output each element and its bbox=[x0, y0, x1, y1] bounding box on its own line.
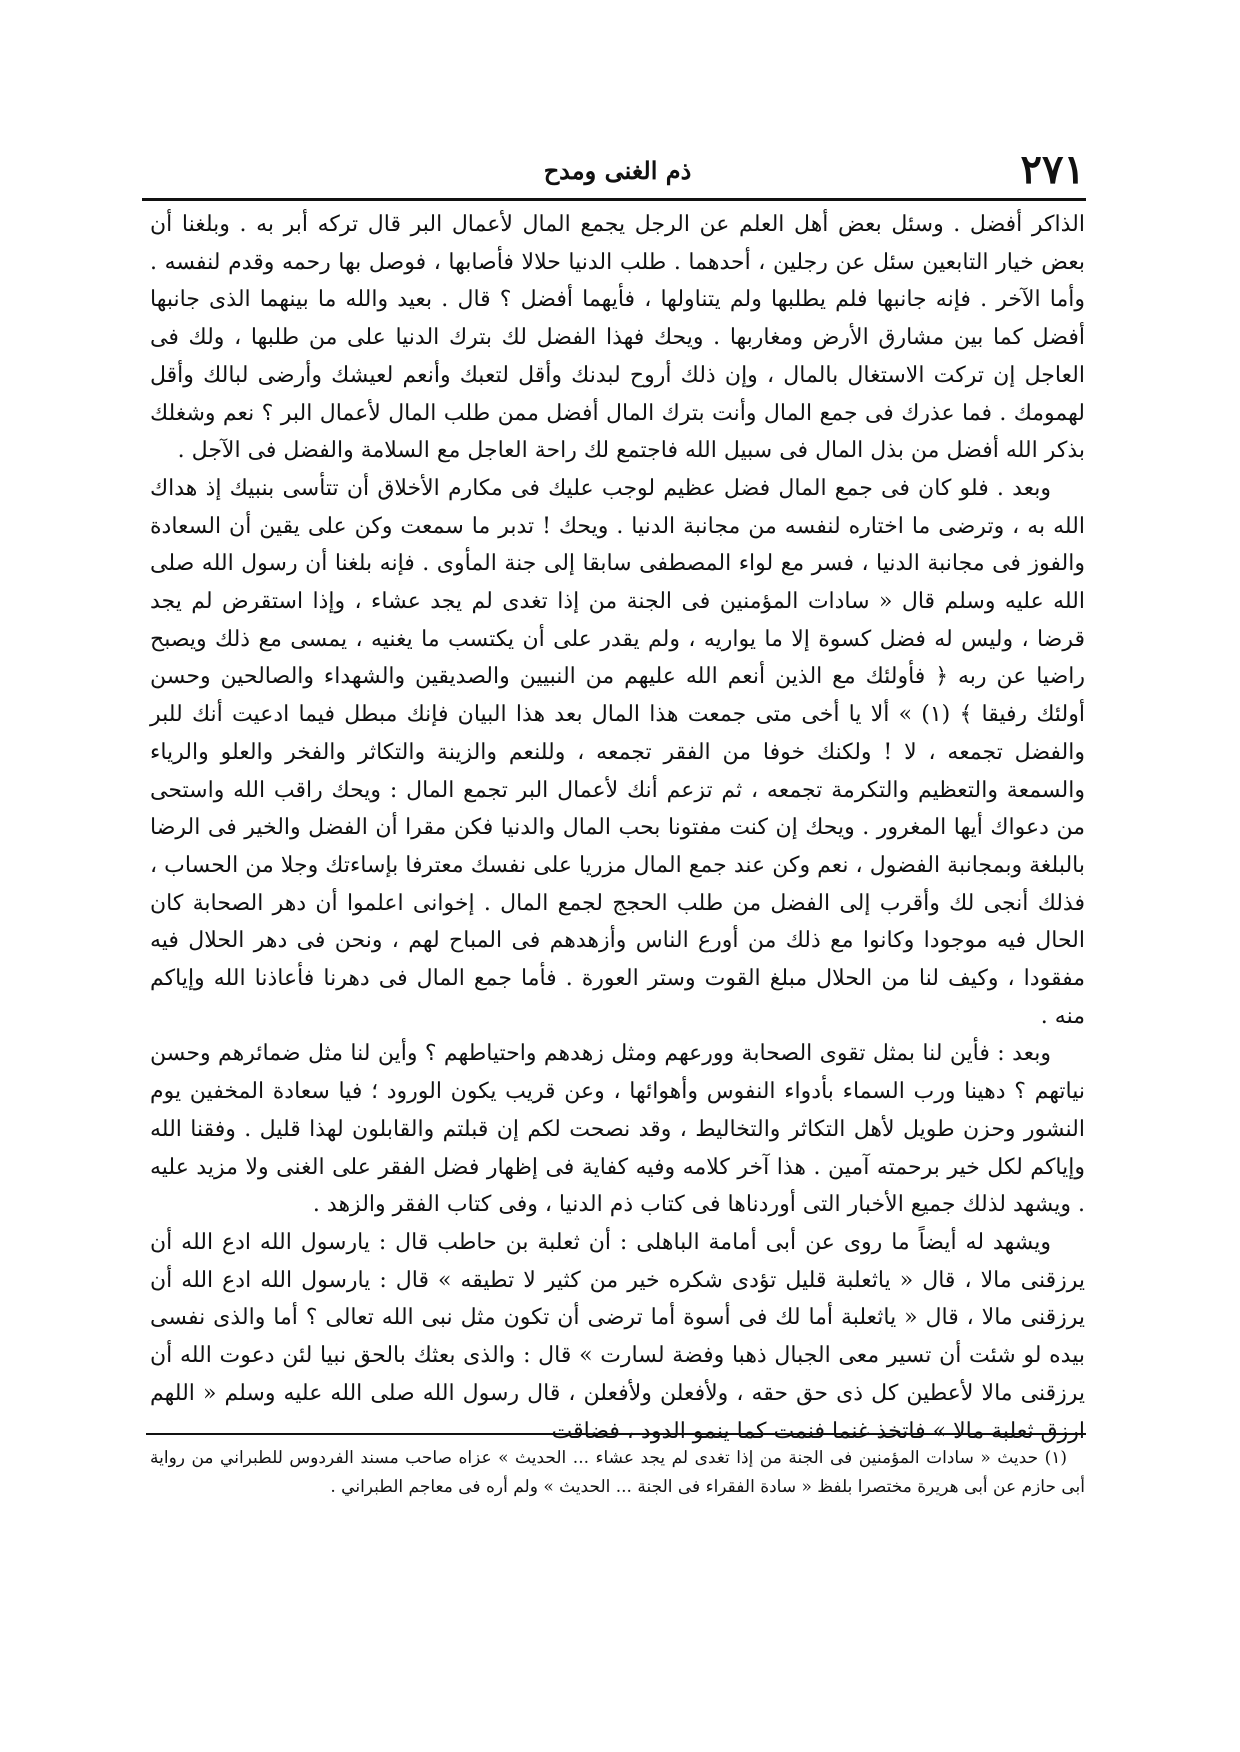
header-rule bbox=[142, 198, 1086, 201]
paragraph: ويشهد له أيضاً ما روى عن أبى أمامة الباهلى : أن ثعلبة بن حاطب قال : يارسول الله ادع الله أن يرزقنى مالا ، قال « ياثعلبة قليل تؤدى شكره خير من كثير لا تطيقه » قال : يارسول الله ادع الله أن يرزقنى مالا ، قال « ياثعلبة أما لك فى أسوة أما ترضى أن تكون مثل نبى الله تعالى ؟ أما والذى نفسى بيده لو شئت أن تسير معى الجبال ذهبا وفضة لسارت » قال : والذى بعثك بالحق نبيا لئن دعوت الله أن يرزقنى مالا لأعطين كل ذى حق حقه ، ولأفعلن ولأفعلن ، قال رسول الله صلى الله عليه وسلم « اللهم ارزق ثعلبة مالا » فاتخذ غنما فنمت كما ينمو الدود ، فضاقت bbox=[150, 1229, 1085, 1444]
page-number: ٢٧١ bbox=[1020, 146, 1085, 193]
footnote bbox=[150, 1444, 1085, 1502]
running-head bbox=[150, 148, 1085, 194]
paragraph: وبعد . فلو كان فى جمع المال فضل عظيم لوجب عليك فى مكارم الأخلاق أن تتأسى بنبيك إذ هداك الله به ، وترضى ما اختاره لنفسه من مجانبة الدنيا . ويحك ! تدبر ما سمعت وكن على يقين أن السعادة والفوز فى مجانبة الدنيا ، فسر مع لواء المصطفى سابقا إلى جنة المأوى . فإنه بلغنا أن رسول الله صلى الله عليه وسلم قال « سادات المؤمنين فى الجنة من إذا تغدى لم يجد عشاء ، وإذا استقرض لم يجد قرضا ، وليس له فضل كسوة إلا ما يواريه ، ولم يقدر على أن يكتسب ما يغنيه ، يمسى مع ذلك ويصبح راضيا عن ربه ﴿ فأولئك مع الذين أنعم الله عليهم من النبيين والصديقين والشهداء والصالحين وحسن أولئك رفيقا ﴾ (١) » ألا يا أخى متى جمعت هذا المال بعد هذا البيان فإنك مبطل فيما ادعيت أنك للبر والفضل تجمعه ، لا ! ولكنك خوفا من الفقر تجمعه ، وللنعم والزينة والتكاثر والفخر والعلو والرياء والسمعة والتعظيم والتكرمة تجمعه ، ثم تزعم أنك لأعمال البر تجمع المال : ويحك راقب الله واستحى من دعواك أيها المغرور . ويحك إن كنت مفتونا بحب المال والدنيا فكن مقرا أن الفضل والخير فى الرضا بالبلغة وبمجانبة الفضول ، نعم وكن عند جمع المال مزريا على نفسك معترفا بإساءتك وجلا من الحساب ، فذلك أنجى لك وأقرب إلى الفضل من طلب الحجج لجمع المال . إخوانى اعلموا أن دهر الصحابة كان الحال فيه موجودا وكانوا مع ذلك من أورع الناس وأزهدهم فى المباح لهم ، ونحن فى دهر الحلال فيه مفقودا ، وكيف لنا من الحلال مبلغ القوت وستر العورة . فأما جمع المال فى دهرنا فأعاذنا الله وإياكم منه . bbox=[150, 475, 1085, 1029]
paragraph: وبعد : فأين لنا بمثل تقوى الصحابة وورعهم ومثل زهدهم واحتياطهم ؟ وأين لنا مثل ضمائرهم وحسن نياتهم ؟ دهينا ورب السماء بأدواء النفوس وأهوائها ، وعن قريب يكون الورود ؛ فيا سعادة المخفين يوم النشور وحزن طويل لأهل التكاثر والتخاليط ، وقد نصحت لكم إن قبلتم والقابلون لهذا قليل . وفقنا الله وإياكم لكل خير برحمته آمين . هذا آخر كلامه وفيه كفاية فى إظهار فضل الفقر على الغنى ولا مزيد عليه . ويشهد لذلك جميع الأخبار التى أوردناها فى كتاب ذم الدنيا ، وفى كتاب الفقر والزهد . bbox=[150, 1041, 1085, 1218]
running-head-title: ذم الغنى ومدح bbox=[543, 156, 692, 185]
paragraph: الذاكر أفضل . وسئل بعض أهل العلم عن الرجل يجمع المال لأعمال البر قال تركه أبر به . وبلغنا أن بعض خيار التابعين سئل عن رجلين ، أحدهما . طلب الدنيا حلالا فأصابها ، فوصل بها رحمه وقدم لنفسه . وأما الآخر . فإنه جانبها فلم يطلبها ولم يتناولها ، فأيهما أفضل ؟ قال . بعيد والله ما بينهما الذى جانبها أفضل كما بين مشارق الأرض ومغاربها . ويحك فهذا الفضل لك بترك الدنيا على من طلبها ، ولك فى العاجل إن تركت الاستغال بالمال ، وإن ذلك أروح لبدنك وأقل لتعبك وأنعم لعيشك وأرضى لبالك وأقل لهمومك . فما عذرك فى جمع المال وأنت بترك المال أفضل ممن طلب المال لأعمال البر ؟ نعم وشغلك بذكر الله أفضل من بذل المال فى سبيل الله فاجتمع لك راحة العاجل مع السلامة والفضل فى الآجل . bbox=[150, 212, 1085, 464]
footnote-rule bbox=[146, 1433, 1086, 1435]
main-text bbox=[150, 206, 1085, 1450]
footnote-text: (١) حديث « سادات المؤمنين فى الجنة من إذا تغدى لم يجد عشاء ... الحديث » عزاه صاحب مسند الفردوس للطبراني من رواية أبى حازم عن أبى هريرة مختصرا بلفظ « سادة الفقراء فى الجنة ... الحديث » ولم أره فى معاجم الطبراني . bbox=[150, 1448, 1085, 1497]
